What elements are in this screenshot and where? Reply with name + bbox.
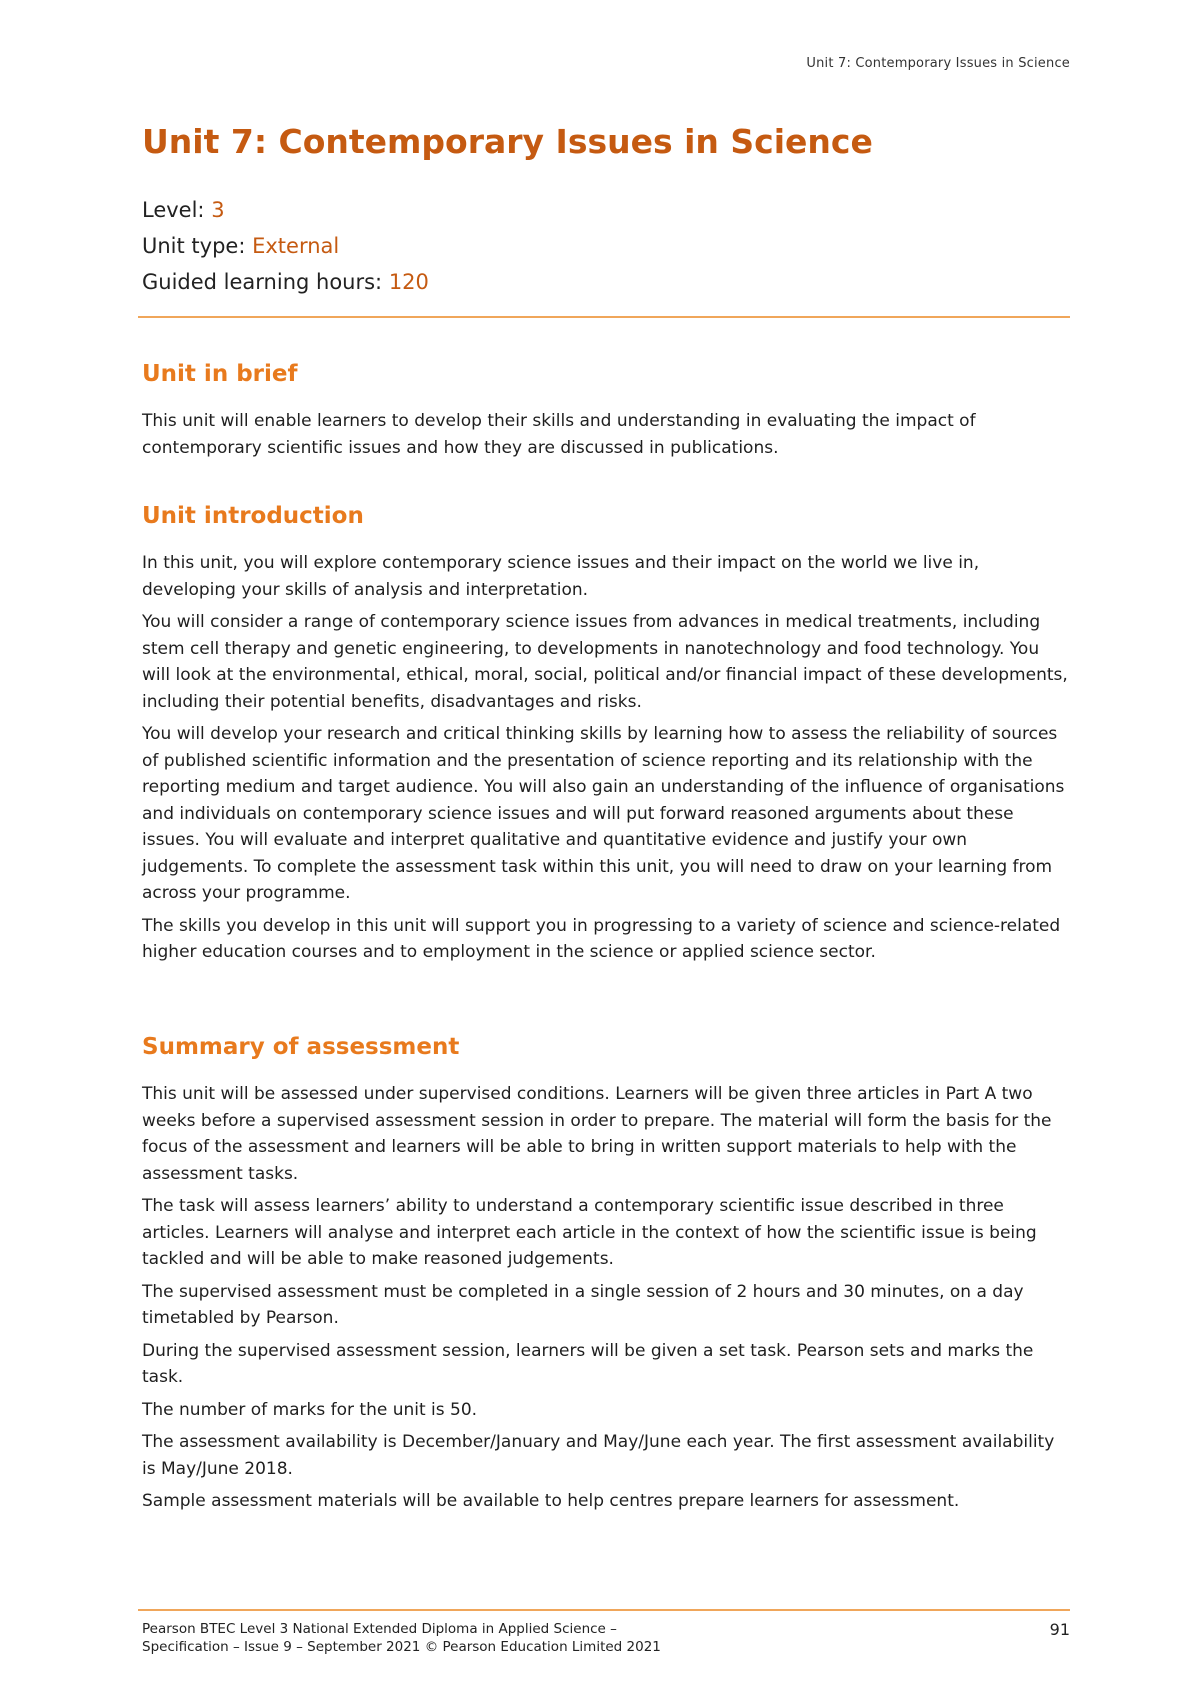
footer-line-1: Pearson BTEC Level 3 National Extended Diploma in Applied Science – [142,1621,617,1637]
paragraph: In this unit, you will explore contemporary science issues and their impact on the world we live in, developing your skills of analysis and interpretation. [142,553,980,600]
level-label: Level: [142,198,212,222]
unit-meta [142,192,1070,300]
glh-row [142,264,1070,300]
section-heading: Unit introduction [142,503,364,529]
unit-type-row [142,228,1070,264]
paragraph: This unit will enable learners to develop their skills and understanding in evaluating the impact of contemporary scientific issues and how they are discussed in publications. [142,411,976,458]
paragraph: The supervised assessment must be completed in a single session of 2 hours and 30 minutes, on a day timetabled by Pearson. [142,1281,1024,1328]
paragraph: The task will assess learners’ ability to understand a contemporary scientific issue described in three articles. Learners will analyse and interpret each article in the context of how the scientific issue is being tackled and will be able to make reasoned judgements. [142,1196,1037,1269]
paragraph: The assessment availability is December/January and May/June each year. The first assessment availability is May/June 2018. [142,1432,1055,1479]
page-title: Unit 7: Contemporary Issues in Science [142,122,873,161]
footer-divider [138,1609,1070,1611]
section-heading: Summary of assessment [142,1034,460,1060]
running-header: Unit 7: Contemporary Issues in Science [806,56,1070,71]
section-summary-of-assessment [142,1031,1072,1521]
section-unit-introduction [142,500,1072,972]
paragraph: The skills you develop in this unit will support you in progressing to a variety of science and science-related higher education courses and to employment in the science or applied science sector. [142,915,1061,962]
header-divider [138,316,1070,318]
unit-type-value: External [252,234,340,258]
paragraph: You will develop your research and critical thinking skills by learning how to assess the reliability of sources of published scientific information and the presentation of science reporting and its relationship with the reporting medium and target audience. You will also gain an understanding of the influence of organisations and individuals on contemporary science issues and will put forward reasoned arguments about these issues. You will evaluate and interpret qualitative and quantitative evidence and justify your own judgements. To complete the assessment task within this unit, you will need to draw on your learning from across your programme. [142,724,1065,903]
glh-label: Guided learning hours: [142,270,389,294]
page-number: 91 [1049,1620,1070,1639]
paragraph: You will consider a range of contemporary science issues from advances in medical treatments, including stem cell therapy and genetic engineering, to developments in nanotechnology and food technology. You will look at the environmental, ethical, moral, social, political and/or financial impact of these developments, including their potential benefits, disadvantages and risks. [142,612,1068,712]
footer-line-2: Specification – Issue 9 – September 2021 © Pearson Education Limited 2021 [142,1639,661,1655]
paragraph: During the supervised assessment session, learners will be given a set task. Pearson sets and marks the task. [142,1340,1034,1387]
section-heading: Unit in brief [142,361,298,387]
paragraph: The number of marks for the unit is 50. [142,1399,478,1420]
paragraph: This unit will be assessed under supervised conditions. Learners will be given three articles in Part A two weeks before a supervised assessment session in order to prepare. The material will form the basis for the focus of the assessment and learners will be able to bring in written support materials to help with the assessment tasks. [142,1084,1052,1184]
title-block [142,118,1070,300]
unit-type-label: Unit type: [142,234,253,258]
paragraph: Sample assessment materials will be available to help centres prepare learners for assessment. [142,1491,960,1511]
section-unit-in-brief [142,358,1072,467]
level-value: 3 [211,198,225,222]
glh-value: 120 [388,270,429,294]
level-row [142,192,1070,228]
footer-text [142,1620,661,1656]
